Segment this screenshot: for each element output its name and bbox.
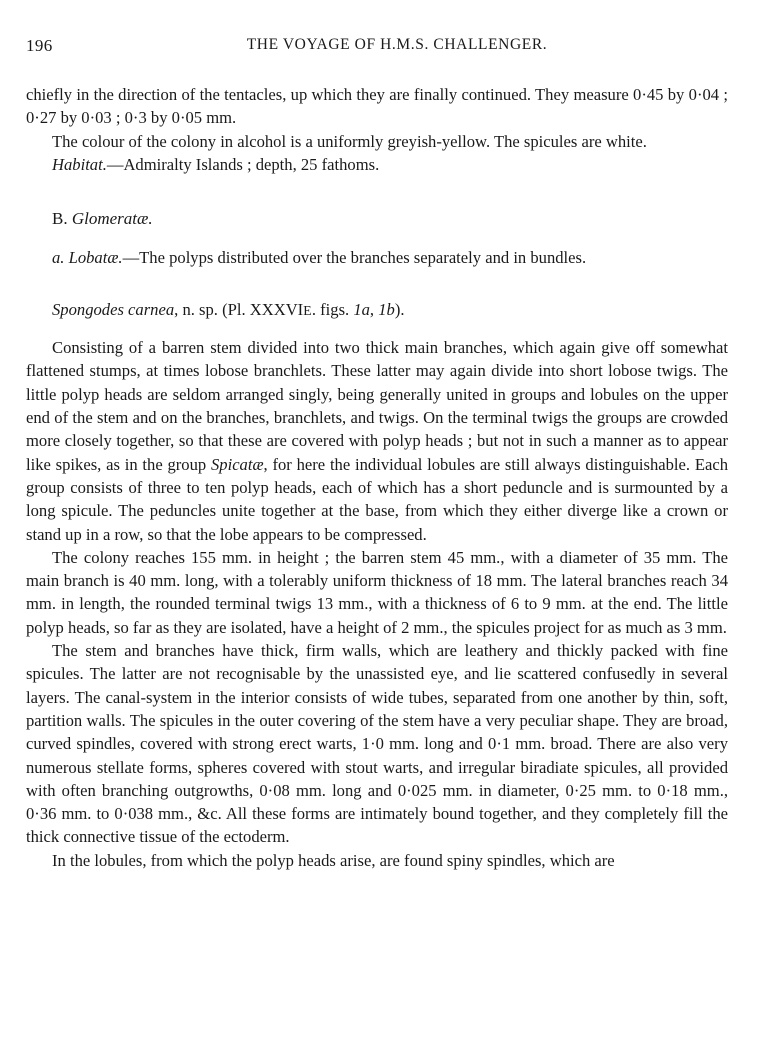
- running-head: [26, 36, 728, 62]
- fig-separator: ,: [369, 300, 379, 320]
- subsection-letter: a.: [52, 248, 65, 268]
- page: [26, 36, 728, 872]
- fig-2: 1b: [378, 300, 395, 320]
- paragraph-colour: The colour of the colony in alcohol is a uniformly greyish-yellow. The spicules are white.: [52, 131, 647, 151]
- fig-1: 1a: [353, 300, 370, 320]
- page-number: 196: [26, 36, 53, 55]
- paragraph-lobules: In the lobules, from which the polyp heads arise, are found spiny spindles, which are: [52, 850, 615, 870]
- paragraph-description: [26, 336, 728, 546]
- habitat-label: Habitat.: [52, 154, 107, 174]
- species-close: ).: [394, 300, 405, 320]
- description-text-b: , for here the individual lobules are still always distinguishable. Each group consists of three to ten polyp heads, each of which has a short peduncle and is surmounted by a long spicule. The peduncles unite together at the base, from which they either diverge like a crown or stand up in a row, so that the lobe appears to be compressed.: [26, 454, 729, 544]
- paragraph-continuation: chiefly in the direction of the tentacles, up which they are finally continued. They measure 0·45 by 0·04 ; 0·27 by 0·03 ; 0·3 by 0·05 mm.: [26, 85, 728, 128]
- habitat-text: —Admiralty Islands ; depth, 25 fathoms.: [106, 154, 380, 174]
- subsection-text: —The polyps distributed over the branches separately and in bundles.: [122, 248, 587, 268]
- species-suffix: , n. sp. (Pl.: [174, 300, 250, 320]
- plate-number: XXXVI: [249, 300, 304, 320]
- section-letter: B.: [52, 209, 68, 229]
- figs-prefix: . figs.: [311, 300, 354, 320]
- paragraph-structure: The stem and branches have thick, firm walls, which are leathery and thickly packed with fine spicules. The latter are not recognisable by the unassisted eye, and lie scattered confusedly in several layers. The canal-system in the interior consists of wide tubes, separated from one another by thin, soft, partition walls. The spicules in the outer covering of the stem have a very peculiar shape. They are broad, curved spindles, covered with strong erect warts, 1·0 mm. long and 0·1 mm. broad. There are also very numerous stellate forms, spheres covered with stout warts, and irregular biradiate spicules, all provided with often branching outgrowths, 0·08 mm. long and 0·025 mm. in diameter, 0·25 mm. to 0·18 mm., 0·36 mm. to 0·038 mm., &c. All these forms are intimately bound together, and they completely fill the thick connective tissue of the ectoderm.: [26, 641, 728, 847]
- species-name: Spongodes carnea: [52, 300, 175, 320]
- plate-letter: E: [303, 303, 312, 319]
- subsection-heading: [26, 246, 728, 269]
- section-name: Glomeratæ.: [71, 209, 153, 229]
- paragraph-habitat: [26, 153, 728, 176]
- running-title: THE VOYAGE OF H.M.S. CHALLENGER.: [246, 36, 548, 53]
- description-text-a: Consisting of a barren stem divided into two thick main branches, which again give off somewhat flattened stumps, at times lobose branchlets. These latter may again divide into short lobose twigs. The little polyp heads are seldom arranged singly, being generally united in groups and lobules on the upper end of the stem and on the branches, branchlets, and twigs. On the terminal twigs the groups are crowded more closely together, so that these are covered with polyp heads ; but not in such a manner as to appear like spikes, as in the group: [26, 338, 728, 474]
- subsection-name: Lobatæ.: [68, 248, 123, 268]
- paragraph-measurements: The colony reaches 155 mm. in height ; the barren stem 45 mm., with a diameter of 35 mm. The main branch is 40 mm. long, with a tolerably uniform thickness of 18 mm. The lateral branches reach 34 mm. in length, the rounded terminal twigs 13 mm., with a thickness of 6 to 9 mm. at the end. The little polyp heads, so far as they are isolated, have a height of 2 mm., the spicules project for as much as 3 mm.: [26, 547, 728, 637]
- description-italic: Spicatæ: [210, 454, 264, 474]
- section-heading: [26, 207, 728, 230]
- species-heading: [26, 298, 728, 322]
